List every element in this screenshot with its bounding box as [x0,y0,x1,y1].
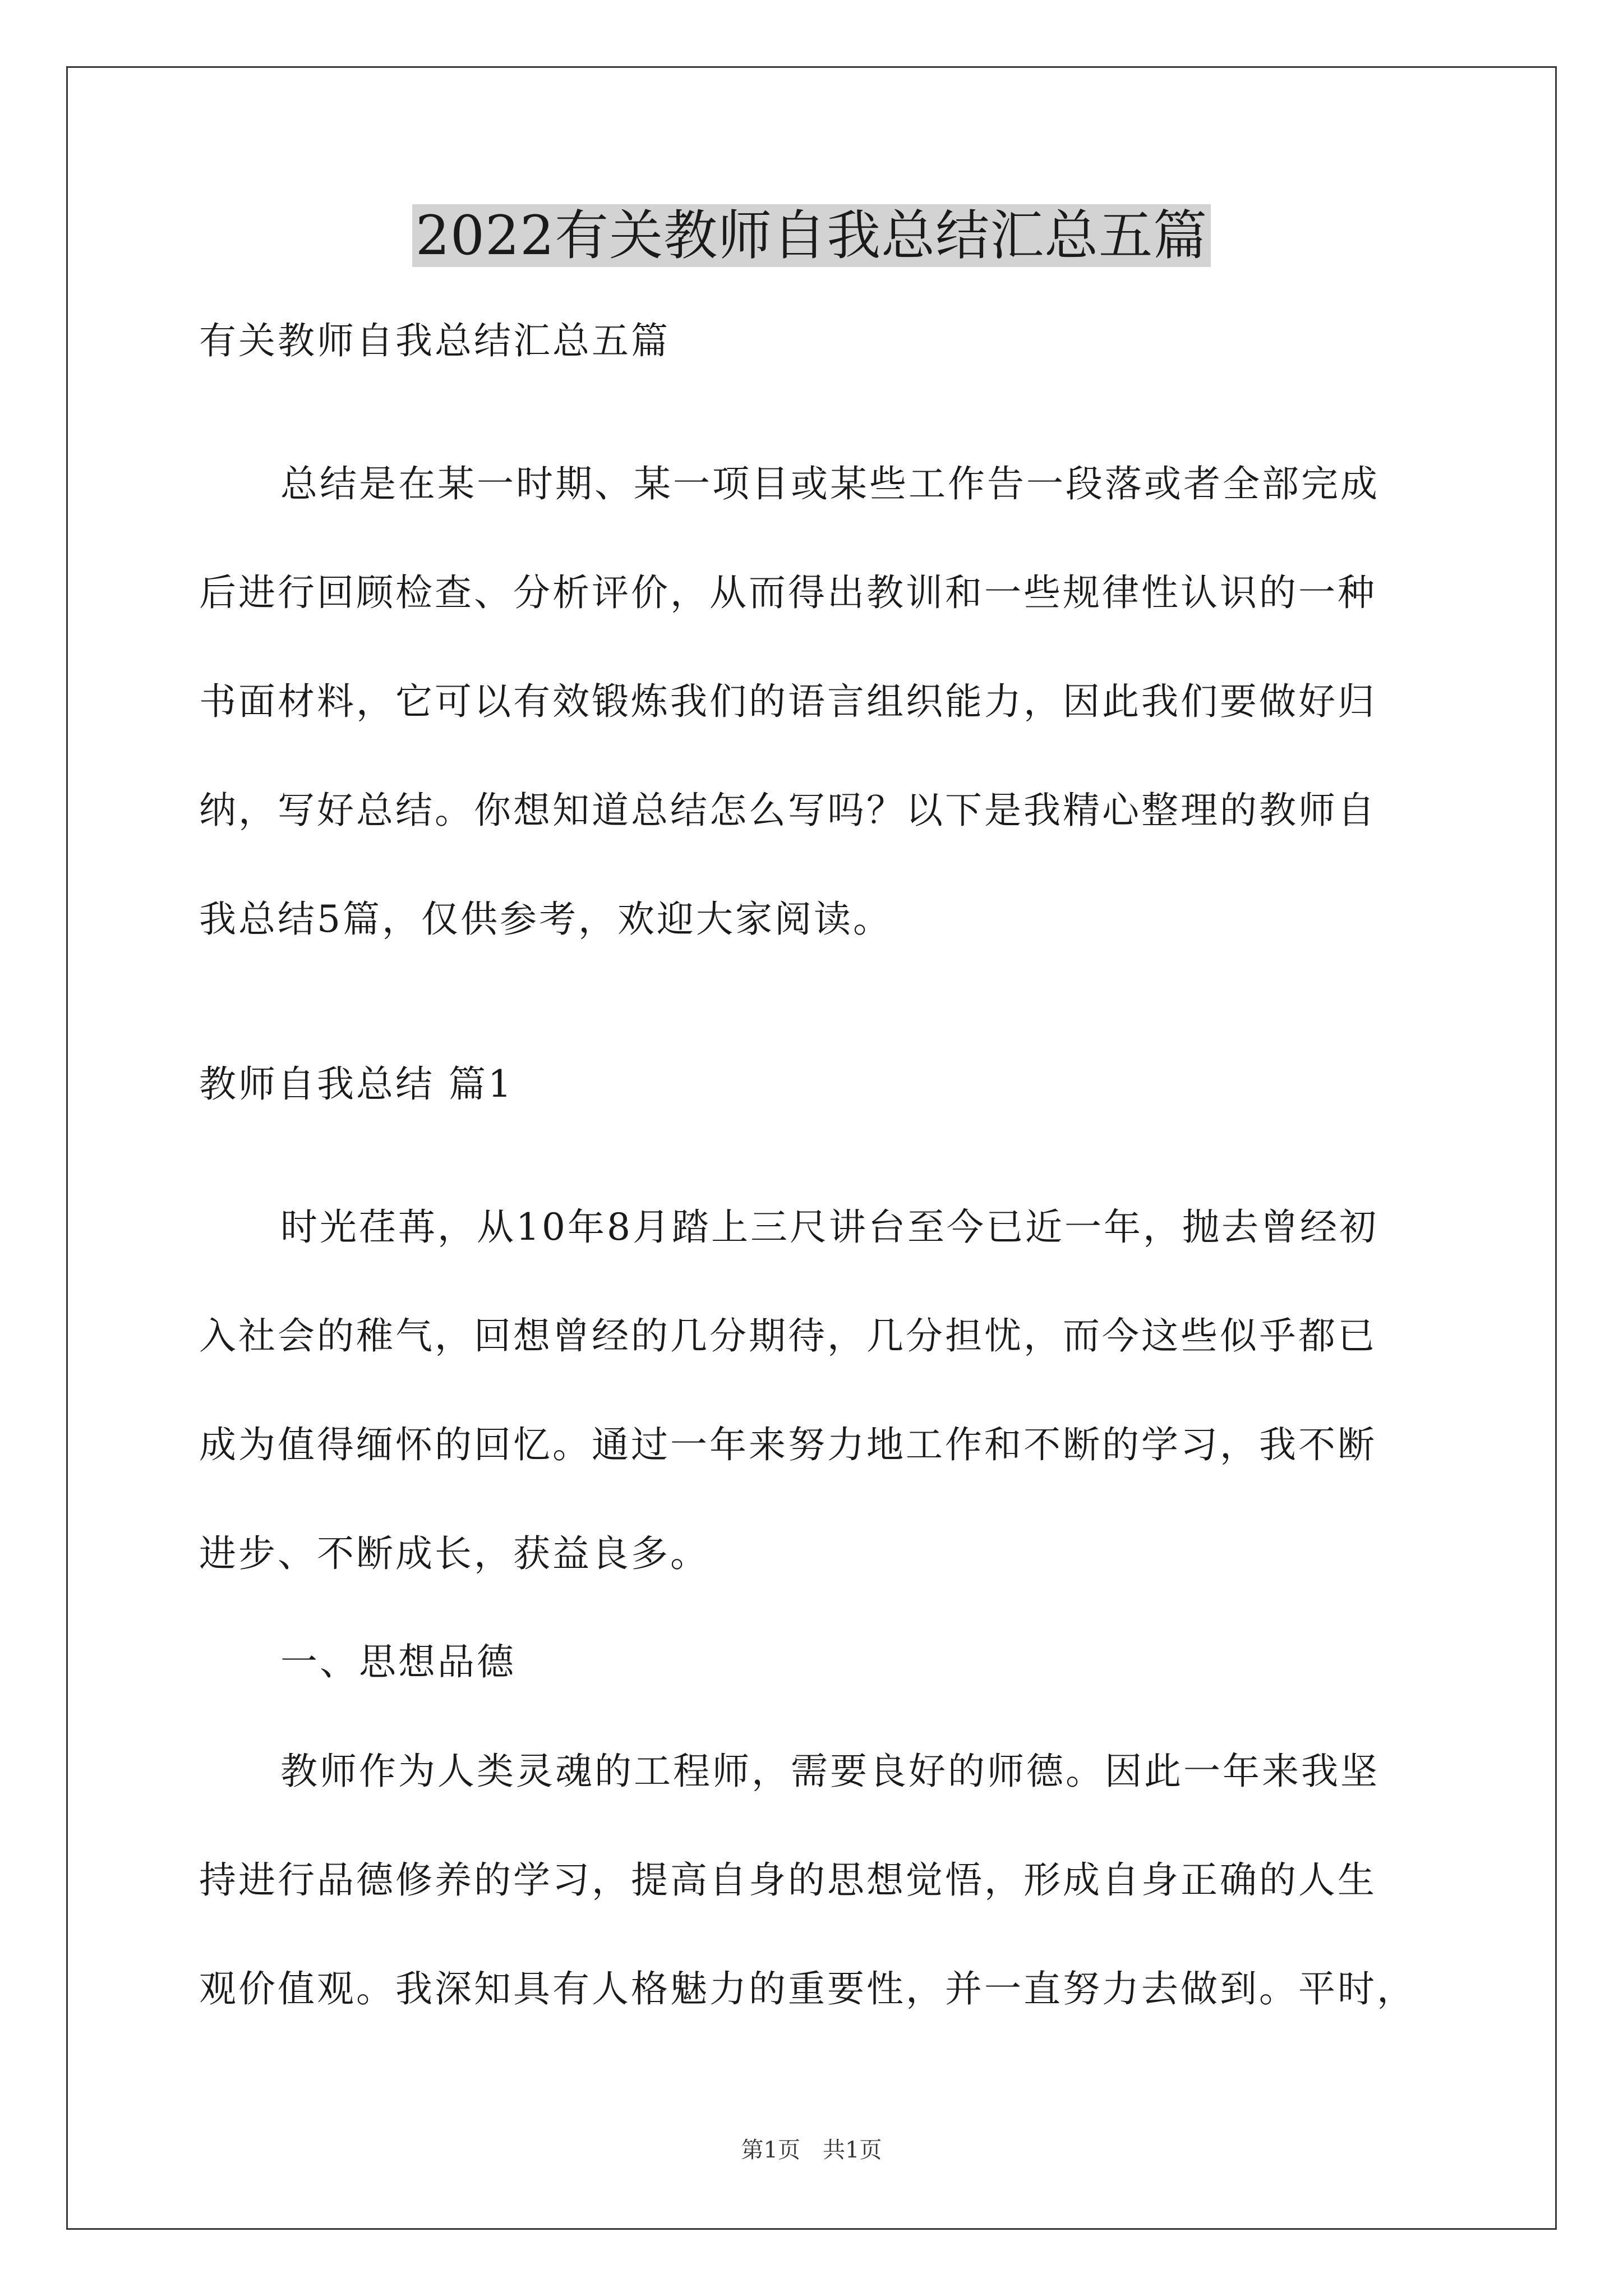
body-paragraph-1 [199,1205,1427,1575]
page-number: 第1页 共1页 [741,2137,882,2163]
intro-line: 总结是在某一时期、某一项目或某些工作告一段落或者全部完成 [280,462,1380,505]
sub-heading: 一、思想品德 [280,1640,516,1683]
body-line: 时光荏苒，从10年8月踏上三尺讲台至今已近一年，抛去曾经初 [280,1205,1378,1249]
body-line: 持进行品德修养的学习，提高自身的思想觉悟，形成自身正确的人生 [199,1858,1377,1902]
document-title-text: 2022有关教师自我总结汇总五篇 [412,204,1211,267]
section-heading-block [199,1062,1427,1106]
body-line: 成为值得缅怀的回忆。通过一年来努力地工作和不断的学习，我不断 [199,1423,1377,1466]
subtitle: 有关教师自我总结汇总五篇 [199,319,670,362]
body-paragraph-2 [199,1750,1427,2010]
body-line: 教师作为人类灵魂的工程师，需要良好的师德。因此一年来我坚 [280,1750,1380,1793]
intro-paragraph [199,462,1427,941]
page-footer [0,2136,1623,2164]
section-heading: 教师自我总结 篇1 [199,1062,514,1106]
intro-line: 纳，写好总结。你想知道总结怎么写吗？以下是我精心整理的教师自 [199,789,1377,832]
body-line: 观价值观。我深知具有人格魅力的重要性，并一直努力去做到。平时， [199,1967,1416,2010]
subtitle-block [199,319,1427,362]
document-title [0,199,1623,272]
intro-line: 我总结5篇，仅供参考，欢迎大家阅读。 [199,898,892,941]
intro-line: 书面材料，它可以有效锻炼我们的语言组织能力，因此我们要做好归 [199,680,1377,723]
body-line: 进步、不断成长，获益良多。 [199,1532,709,1575]
body-line: 入社会的稚气，回想曾经的几分期待，几分担忧，而今这些似乎都已 [199,1314,1377,1358]
intro-line: 后进行回顾检查、分析评价，从而得出教训和一些规律性认识的一种 [199,571,1377,614]
sub-heading-block [199,1640,1427,1683]
